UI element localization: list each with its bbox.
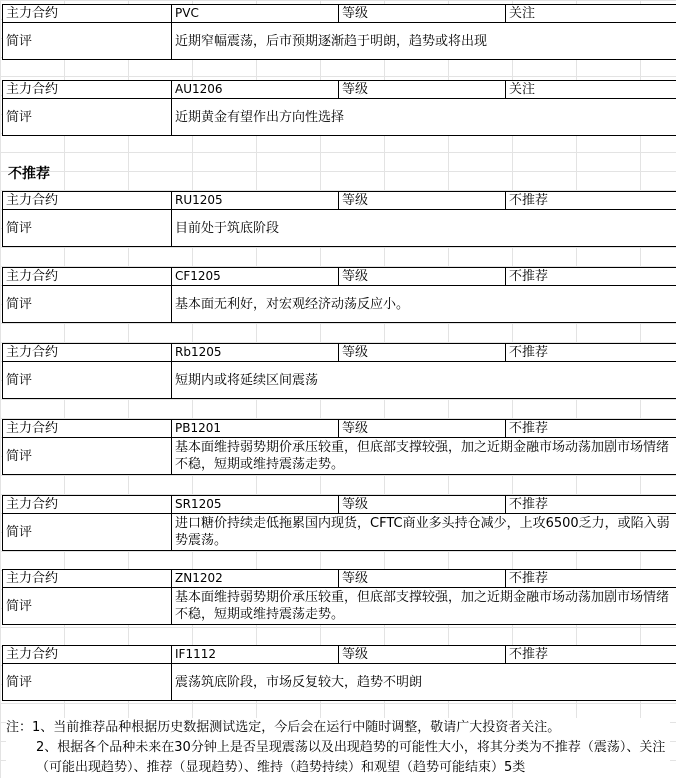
- grade-label: 等级: [339, 268, 506, 286]
- summary-label: 简评: [3, 664, 172, 701]
- grade-label: 等级: [339, 5, 506, 23]
- grade-label: 等级: [339, 570, 506, 588]
- contract-label: 主力合约: [3, 420, 172, 438]
- grade-value: 不推荐: [506, 646, 676, 664]
- footnotes: [6, 718, 670, 778]
- grade-label: 等级: [339, 646, 506, 664]
- summary-label: 简评: [3, 588, 172, 625]
- contract-card-ru1205: [2, 191, 672, 247]
- summary-text: 基本面无利好，对宏观经济动荡反应小。: [172, 286, 676, 323]
- summary-text: 目前处于筑底阶段: [172, 210, 676, 247]
- summary-text: 近期窄幅震荡，后市预期逐渐趋于明朗，趋势或将出现: [172, 23, 676, 60]
- grade-value: 关注: [506, 81, 676, 99]
- grade-label: 等级: [339, 192, 506, 210]
- grade-value: 不推荐: [506, 344, 676, 362]
- contract-code: IF1112: [172, 646, 339, 664]
- grade-label: 等级: [339, 81, 506, 99]
- grade-value: 不推荐: [506, 192, 676, 210]
- footnote-text-1: 1、当前推荐品种根据历史数据测试选定，今后会在运行中随时调整，敬请广大投资者关注。: [32, 718, 560, 738]
- footnote-1: [6, 718, 670, 738]
- contract-code: PVC: [172, 5, 339, 23]
- grade-value: 不推荐: [506, 268, 676, 286]
- grade-value: 关注: [506, 5, 676, 23]
- contract-card-sr1205: [2, 495, 672, 551]
- contract-card-pb1201: [2, 419, 672, 475]
- summary-text: 近期黄金有望作出方向性选择: [172, 99, 676, 136]
- summary-label: 简评: [3, 514, 172, 551]
- summary-label: 简评: [3, 210, 172, 247]
- contract-label: 主力合约: [3, 268, 172, 286]
- summary-text: 震荡筑底阶段，市场反复较大，趋势不明朗: [172, 664, 676, 701]
- contract-card-cf1205: [2, 267, 672, 323]
- contract-label: 主力合约: [3, 5, 172, 23]
- footnote-prefix: 注：: [6, 718, 32, 738]
- summary-label: 简评: [3, 438, 172, 475]
- grade-label: 等级: [339, 496, 506, 514]
- summary-text: 基本面维持弱势期价承压较重，但底部支撑较强，加之近期金融市场动荡加剧市场情绪不稳，短期或维持震荡走势。: [172, 588, 676, 625]
- summary-label: 简评: [3, 23, 172, 60]
- grade-value: 不推荐: [506, 420, 676, 438]
- contract-code: SR1205: [172, 496, 339, 514]
- summary-text: 短期内或将延续区间震荡: [172, 362, 676, 399]
- grade-value: 不推荐: [506, 570, 676, 588]
- footnote-text-2: 2、根据各个品种未来在30分钟上是否呈现震荡以及出现趋势的可能性大小，将其分类为不推荐（震荡）、关注（可能出现趋势）、推荐（显现趋势）、维持（趋势持续）和观望（趋势可能结束）5类: [36, 740, 665, 775]
- summary-text: 基本面维持弱势期价承压较重，但底部支撑较强，加之近期金融市场动荡加剧市场情绪不稳，短期或维持震荡走势。: [172, 438, 676, 475]
- grade-label: 等级: [339, 420, 506, 438]
- contract-label: 主力合约: [3, 344, 172, 362]
- contract-label: 主力合约: [3, 192, 172, 210]
- contract-card-pvc: [2, 4, 672, 60]
- contract-card-au1206: [2, 80, 672, 136]
- summary-text: 进口糖价持续走低拖累国内现货，CFTC商业多头持仓减少，上攻6500乏力，或陷入弱势震荡。: [172, 514, 676, 551]
- section-title-not-recommended: 不推荐: [8, 163, 50, 183]
- contract-card-zn1202: [2, 569, 672, 625]
- contract-code: Rb1205: [172, 344, 339, 362]
- contract-label: 主力合约: [3, 496, 172, 514]
- contract-card-rb1205: [2, 343, 672, 399]
- contract-code: RU1205: [172, 192, 339, 210]
- contract-code: ZN1202: [172, 570, 339, 588]
- grade-value: 不推荐: [506, 496, 676, 514]
- contract-label: 主力合约: [3, 646, 172, 664]
- contract-code: CF1205: [172, 268, 339, 286]
- footnote-2: [6, 738, 670, 778]
- contract-code: PB1201: [172, 420, 339, 438]
- grade-label: 等级: [339, 344, 506, 362]
- summary-label: 简评: [3, 99, 172, 136]
- contract-label: 主力合约: [3, 570, 172, 588]
- contract-card-if1112: [2, 645, 672, 701]
- contract-label: 主力合约: [3, 81, 172, 99]
- summary-label: 简评: [3, 286, 172, 323]
- contract-code: AU1206: [172, 81, 339, 99]
- summary-label: 简评: [3, 362, 172, 399]
